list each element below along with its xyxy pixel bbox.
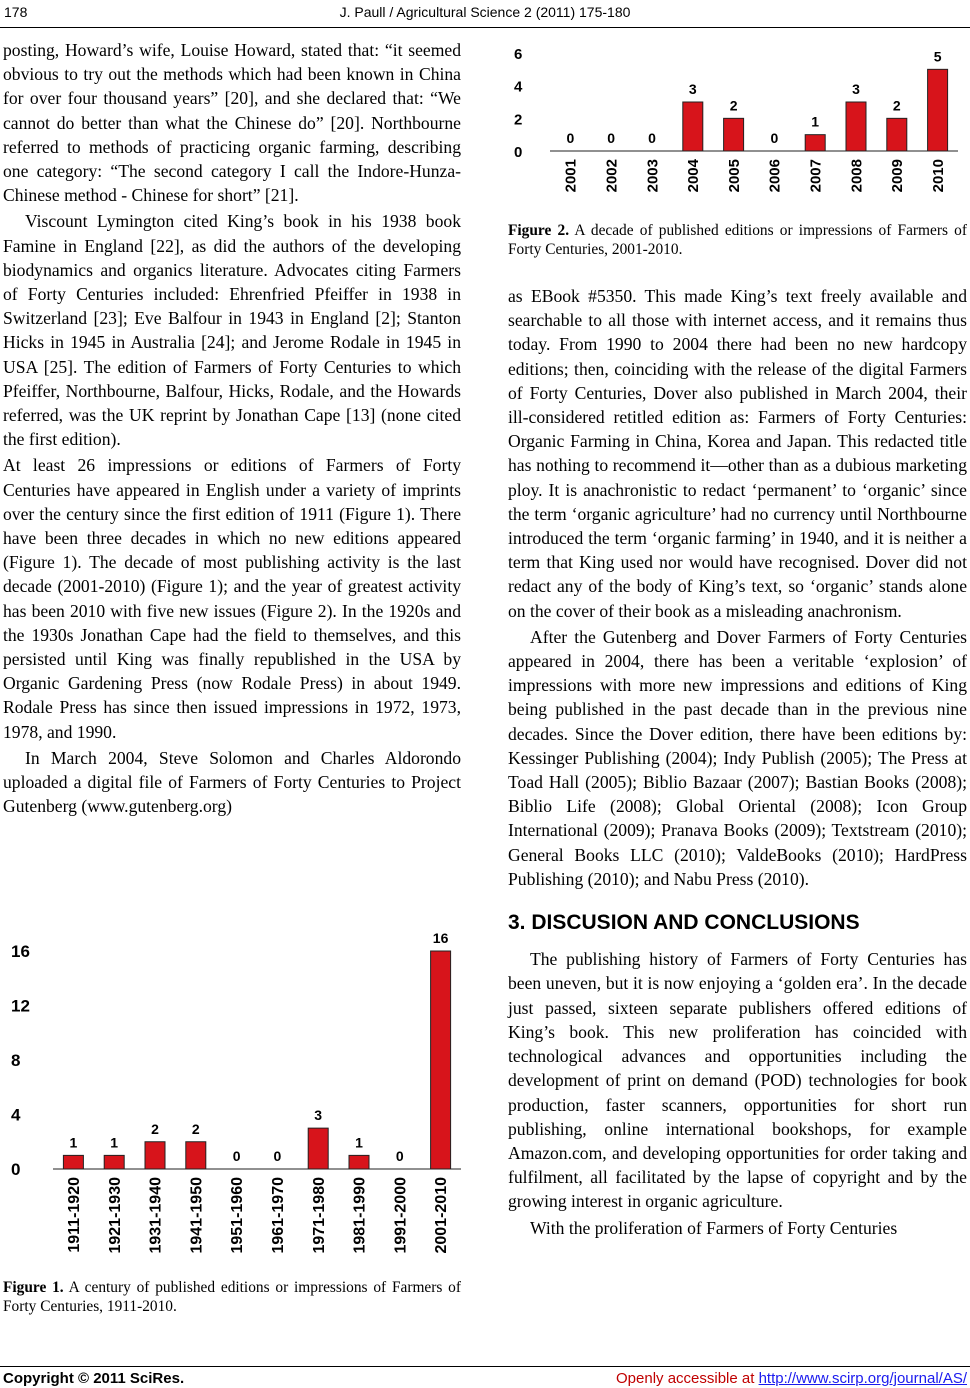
bar-value-label: 0 xyxy=(648,130,656,146)
bar-value-label: 0 xyxy=(566,130,575,146)
category-label: 1961-1970 xyxy=(270,1177,287,1254)
paragraph: posting, Howard’s wife, Louise Howard, stated that: “it seemed obvious to try out the methods which had been known in China for over four thousand years” [20], and she declared that: “We cannot do better than what the Chinese do” [20]. Northbourne referred to methods of practicing organic farming, describing one category: “The second category I call the Indore-Hunza-Chinese method - Chinese for short” [21]. xyxy=(3,40,461,206)
bar xyxy=(724,118,744,151)
bar xyxy=(308,1128,328,1169)
bar-value-label: 16 xyxy=(432,930,449,946)
header-rule xyxy=(0,27,970,28)
category-label: 2007 xyxy=(807,159,825,193)
bar-value-label: 2 xyxy=(191,1120,200,1137)
page-number: 178 xyxy=(4,4,28,20)
y-tick-label: 8 xyxy=(11,1051,21,1070)
paragraph: Viscount Lymington cited King’s book in his 1938 book Famine in England [22], as did the authors of the developing biodynamics and organics literature. Advocates citing Farmers of Forty Centuries included: Ehrenfried Pfeiffer in 1938 in Switzerland [23]; Eve Balfour in 1943 in England [2]; Stanton Hicks in 1945 in Australia [24]; and Jerome Rodale in 1945 in USA [25]. The edition of Farmers of Forty Centuries to which Pfeiffer, Northbourne, Balfour, Hicks, Rodale, and the Howards referred, was the UK reprint by Jonathan Cape [13] (none cited the first edition). xyxy=(3,211,461,450)
running-title: J. Paull / Agricultural Science 2 (2011) 175-180 xyxy=(339,4,631,20)
bar-value-label: 1 xyxy=(811,113,820,130)
figure-2-label: Figure 2. xyxy=(508,222,570,239)
bar-value-label: 3 xyxy=(688,81,697,97)
category-label: 1971-1980 xyxy=(310,1177,328,1254)
bar-value-label: 0 xyxy=(395,1148,404,1164)
category-label: 2001 xyxy=(562,159,580,193)
copyright-notice: Copyright © 2011 SciRes. xyxy=(3,1370,185,1387)
figure-2-chart xyxy=(508,36,967,206)
bar xyxy=(805,135,825,151)
bar xyxy=(431,951,451,1169)
bar-value-label: 2 xyxy=(892,97,901,114)
category-label: 2009 xyxy=(889,159,907,193)
bar xyxy=(63,1155,83,1169)
category-label: 1981-1990 xyxy=(351,1177,369,1254)
category-label: 2005 xyxy=(725,159,743,193)
bar-value-label: 3 xyxy=(852,81,860,97)
category-label: 2010 xyxy=(929,159,947,193)
bar xyxy=(928,69,948,151)
bar xyxy=(145,1142,165,1169)
figure-1-label: Figure 1. xyxy=(3,1279,64,1296)
y-tick-label: 16 xyxy=(11,942,30,961)
bar-value-label: 5 xyxy=(933,48,942,65)
journal-link[interactable]: http://www.scirp.org/journal/AS/ xyxy=(758,1370,967,1387)
paragraph: as EBook #5350. This made King’s text freely available and searchable to all those with internet access, and it remains thus today. From 1990 to 2004 there had been no new hardcopy editions; then, coinciding with the release of the digital Farmers of Forty Centuries, Dover also published in March 2004, their ill-considered retitled edition as: Farmers of Forty Centuries: Organic Farming in China, Korea and Japan. This redacted title has nothing to recommend it—other than as a dubious marketing ploy. It is anachronistic to redact ‘permanent’ to ‘organic’ since the term ‘organic agriculture’ had no currency until Northbourne introduced the term ‘organic farming’ in 1940, and it is neither a term that King used nor would have recognised. Dover did not redact any of the body of King’s text, so ‘organic’ stands alone on the cover of their book as a misleading anachronism. xyxy=(508,286,967,621)
bar xyxy=(887,118,907,151)
y-tick-label: 4 xyxy=(514,78,523,96)
figure-2-caption-text: A decade of published editions or impressions of Farmers of Forty Centuries, 2001-2010. xyxy=(508,222,967,258)
paragraph: At least 26 impressions or editions of Farmers of Forty Centuries have appeared in English under a variety of imprints over the century since the first edition of 1911 (Figure 1). There have been three decades in which no new editions appeared (Figure 1). The decade of most publishing activity is the last decade (2001-2010) (Figure 1); and the year of greatest activity has been 2010 with five new issues (Figure 2). In the 1920s and the 1930s Jonathan Cape had the field to themselves, and this persisted until King was finally republished in the USA by Organic Gardening Press (now Rodale Press) in about 1949. Rodale Press has since then issued impressions in 1972, 1973, 1978, and 1990. xyxy=(3,455,461,742)
category-label: 2002 xyxy=(603,159,621,193)
page-footer xyxy=(0,1366,970,1388)
category-label: 1951-1960 xyxy=(229,1177,247,1254)
figure-1-caption-text: A century of published editions or impressions of Farmers of Forty Centuries, 1911-2010. xyxy=(3,1279,461,1315)
bar-value-label: 2 xyxy=(151,1120,159,1137)
y-tick-label: 2 xyxy=(514,111,523,129)
bar-value-label: 0 xyxy=(273,1148,282,1164)
access-notice xyxy=(616,1370,967,1387)
y-tick-label: 12 xyxy=(11,996,30,1016)
category-label: 2008 xyxy=(848,159,866,193)
section-heading: 3. DISCUSION AND CONCLUSIONS xyxy=(508,911,860,935)
paragraph: After the Gutenberg and Dover Farmers of Forty Centuries appeared in 2004, there has been a veritable ‘explosion’ of impressions with more new impressions and editions of King being published in the past decade than in the previous nine decades. Since the Dover edition, there have been editions by: Kessinger Publishing (2004); Indy Publish (2005); The Press at Toad Hall (2005); Biblio Bazaar (2007); Bastian Books (2008); Biblio Life (2008); Global Oriental (2008); Icon Group International (2009); Pranava Books (2009); Textstream (2010); General Books LLC (2010); ValdeBooks (2010); HardPress Publishing (2010); and Nabu Press (2010). xyxy=(508,626,967,889)
category-label: 2004 xyxy=(685,159,703,193)
category-label: 2003 xyxy=(644,159,662,193)
paragraph: In March 2004, Steve Solomon and Charles Aldorondo uploaded a digital file of Farmers of Forty Centuries to Project Gutenberg (www.gutenberg.org) xyxy=(3,747,461,817)
y-tick-label: 0 xyxy=(11,1160,21,1179)
bar xyxy=(104,1155,124,1169)
bar xyxy=(349,1155,369,1169)
figure-2-svg xyxy=(508,36,967,206)
left-column xyxy=(3,38,461,821)
y-tick-label: 6 xyxy=(514,46,523,63)
category-label: 1991-2000 xyxy=(392,1177,410,1254)
category-label: 2006 xyxy=(766,159,784,193)
bar-value-label: 0 xyxy=(770,130,779,146)
bar-value-label: 2 xyxy=(729,97,738,114)
access-text: Openly accessible at xyxy=(616,1370,759,1387)
bar-value-label: 3 xyxy=(314,1107,323,1124)
figure-1-svg xyxy=(3,913,461,1263)
paragraph: The publishing history of Farmers of Forty Centuries has been uneven, but it is now enjoying a ‘golden era’. In the decade just passed, sixteen separate publishers offered editions of King’s book. This new proliferation has coincided with technological advances and opportunities including the development of print on demand (POD) technologies for book production, faster scanners, opportunities for short run publishing, online international bookshops, for example Amazon.com, and developing opportunities for order taking and fulfilment, all facilitated by the lapse of copyright and by the growing interest in organic agriculture. xyxy=(508,949,967,1212)
category-label: 1941-1950 xyxy=(188,1177,206,1254)
bar-value-label: 0 xyxy=(232,1148,241,1164)
bar-value-label: 1 xyxy=(110,1134,119,1151)
bar-value-label: 0 xyxy=(607,130,616,146)
y-tick-label: 4 xyxy=(11,1105,21,1125)
category-label: 1931-1940 xyxy=(147,1177,165,1254)
bar-value-label: 1 xyxy=(69,1134,78,1151)
figure-1-caption xyxy=(3,1278,461,1316)
figure-2-caption xyxy=(508,221,967,259)
bar xyxy=(186,1142,206,1169)
footer-rule xyxy=(0,1366,970,1367)
paragraph: With the proliferation of Farmers of Forty Centuries xyxy=(530,1217,898,1238)
right-column xyxy=(508,284,967,1242)
figure-1-chart xyxy=(3,913,461,1263)
category-label: 2001-2010 xyxy=(433,1177,451,1254)
bar xyxy=(846,102,866,151)
y-tick-label: 0 xyxy=(514,144,523,161)
bar xyxy=(683,102,703,151)
category-label: 1921-1930 xyxy=(106,1177,124,1254)
bar-value-label: 1 xyxy=(355,1134,363,1151)
category-label: 1911-1920 xyxy=(66,1177,83,1253)
page-header xyxy=(0,0,970,28)
